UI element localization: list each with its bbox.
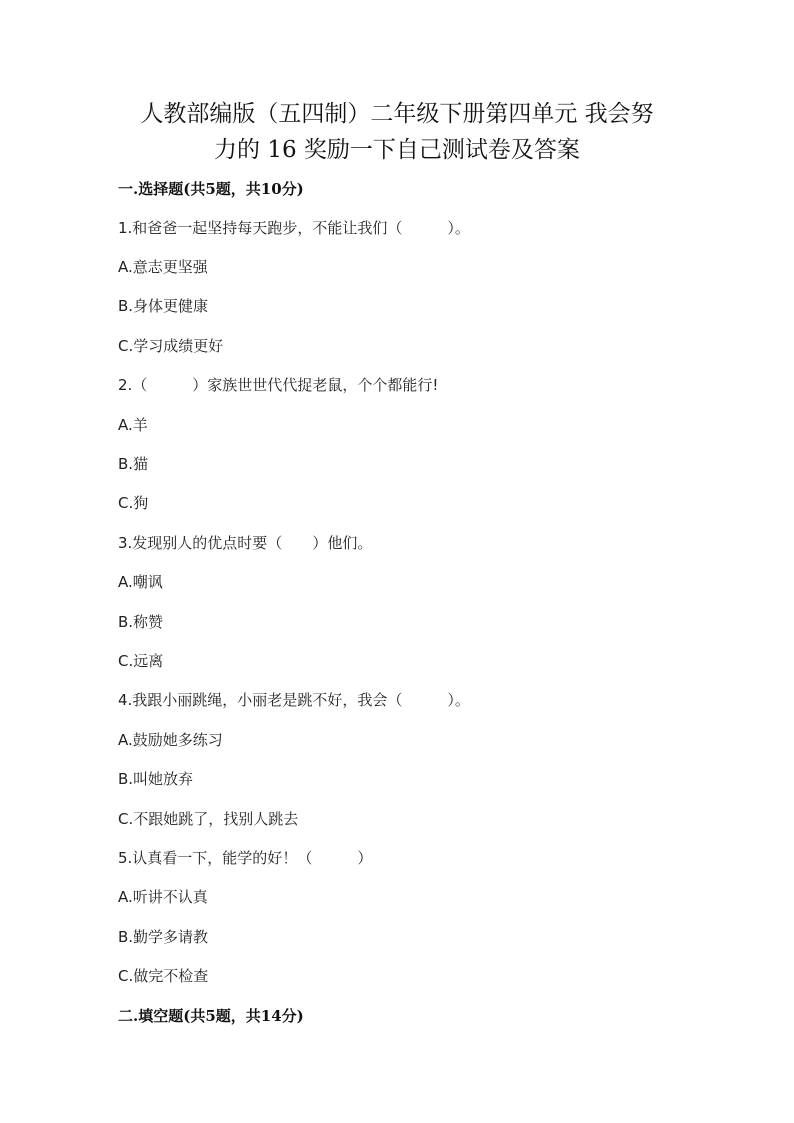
question-4-option-a: A.鼓励她多练习: [118, 731, 223, 749]
question-5-option-a: A.听讲不认真: [118, 888, 208, 906]
question-1-option-a: A.意志更坚强: [118, 258, 208, 276]
title-line-1: 人教部编版（五四制）二年级下册第四单元 我会努: [140, 101, 654, 127]
question-4-option-c: C.不跟她跳了，找别人跳去: [118, 810, 299, 828]
question-2-option-c: C.狗: [118, 494, 149, 512]
question-3-option-b: B.称赞: [118, 613, 164, 631]
section-heading-fill-in-blank: 二.填空题(共5题，共14分): [118, 1007, 304, 1025]
question-1-option-b: B.身体更健康: [118, 297, 209, 315]
question-3-stem: 3.发现别人的优点时要（ ）他们。: [118, 534, 373, 552]
question-4-stem: 4.我跟小丽跳绳，小丽老是跳不好，我会（ ）。: [118, 691, 470, 709]
question-2-stem: 2.（ ）家族世世代代捉老鼠，个个都能行!: [118, 376, 439, 394]
page-title: [100, 96, 694, 168]
question-2-option-b: B.猫: [118, 455, 149, 473]
question-3-option-c: C.远离: [118, 652, 164, 670]
section-heading-multiple-choice: 一.选择题(共5题，共10分): [118, 180, 304, 198]
question-4-option-b: B.叫她放弃: [118, 770, 194, 788]
question-5-stem: 5.认真看一下，能学的好！（ ）: [118, 849, 373, 867]
question-5-option-c: C.做完不检查: [118, 967, 209, 985]
question-1-option-c: C.学习成绩更好: [118, 337, 224, 355]
question-5-option-b: B.勤学多请教: [118, 928, 209, 946]
question-2-option-a: A.羊: [118, 416, 148, 434]
title-line-2: 力的 16 奖励一下自己测试卷及答案: [214, 137, 580, 163]
question-3-option-a: A.嘲讽: [118, 573, 163, 591]
question-1-stem: 1.和爸爸一起坚持每天跑步，不能让我们（ ）。: [118, 219, 470, 237]
